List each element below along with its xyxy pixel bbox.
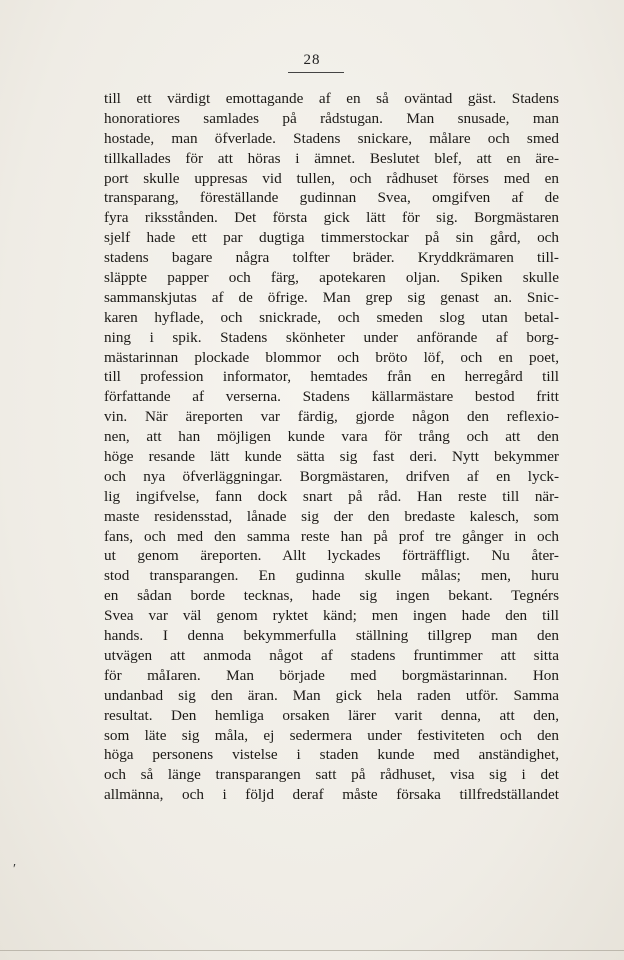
bottom-rule (0, 950, 624, 951)
text-line: höge resande lätt kunde sätta sig fast deri. Nytt bekymmer (104, 448, 559, 466)
text-line: för måIaren. Man började med borgmästarinnan. Hon (104, 666, 559, 684)
text-line: släppte papper och färg, apotekaren oljan. Spiken skulle (104, 269, 559, 287)
text-line: utvägen att anmoda något af stadens fruntimmer att sitta (104, 646, 559, 664)
text-line: författande af verserna. Stadens källarmästare bestod fritt (104, 388, 559, 406)
text-line: karen hyflade, och snickrade, och smeden slog utan betal- (104, 308, 559, 326)
text-line: fans, och med den samma reste han på prof tre gånger in och (104, 527, 559, 545)
text-line: höga personens vistelse i staden kunde med anständighet, (104, 746, 559, 764)
body-text (104, 89, 559, 805)
text-line: till profession informator, hemtades från en herregård till (104, 368, 559, 386)
text-line: hands. I denna bekymmerfulla ställning tillgrep man den (104, 627, 559, 645)
text-line: som läte sig måla, ej sedermera under festiviteten och den (104, 726, 559, 744)
text-line: resultat. Den hemliga orsaken lärer varit denna, att den, (104, 706, 559, 724)
text-line: vin. När äreporten var färdig, gjorde någon den reflexio- (104, 408, 559, 426)
text-line: transparang, föreställande gudinnan Svea, omgifven af de (104, 189, 559, 207)
text-line: och nya öfverläggningar. Borgmästaren, drifven af en lyck- (104, 467, 559, 485)
text-line: Svea var väl genom ryktet känd; men ingen hade den till (104, 607, 559, 625)
text-line: ning i spik. Stadens skönheter under anförande af borg- (104, 328, 559, 346)
text-line: honoratiores samlades på rådstugan. Man snusade, man (104, 109, 559, 127)
header-rule (288, 72, 344, 73)
text-line: nen, att han möjligen kunde vara för trång och att den (104, 428, 559, 446)
margin-mark: ′ (13, 862, 17, 877)
text-line: stod transparangen. En gudinna skulle målas; men, huru (104, 567, 559, 585)
text-line: sammanskjutas af de öfrige. Man grep sig genast an. Snic- (104, 288, 559, 306)
text-line: stadens bagare några tolfter bräder. Kryddkrämaren till- (104, 249, 559, 267)
page-number: 28 (303, 52, 321, 68)
text-line: ut genom äreporten. Allt lyckades förträffligt. Nu åter- (104, 547, 559, 565)
text-line: och så länge transparangen satt på rådhuset, visa sig i det (104, 766, 559, 784)
text-line: hostade, man öfverlade. Stadens snickare, målare och smed (104, 129, 559, 147)
text-line: maste residensstad, lånade sig der den bredaste kalesch, som (104, 507, 559, 525)
text-line: fyra riksstånden. Det första gick lätt för sig. Borgmästaren (104, 209, 559, 227)
text-line: tillkallades för att höras i ämnet. Beslutet blef, att en äre- (104, 149, 559, 167)
text-line: mästarinnan plockade blommor och bröto löf, och en poet, (104, 348, 559, 366)
text-line: lig ingifvelse, fann dock snart på råd. Han reste till när- (104, 487, 559, 505)
text-line: en sådan borde tecknas, hade sig ingen bekant. Tegnérs (104, 587, 559, 605)
text-line: allmänna, och i följd deraf måste försaka tillfredställandet (104, 786, 559, 804)
text-line: till ett värdigt emottagande af en så oväntad gäst. Stadens (104, 90, 559, 107)
text-line: undanbad sig den äran. Man gick hela raden utför. Samma (104, 686, 559, 704)
text-line: port skulle uppresas vid tullen, och rådhuset förses med en (104, 169, 559, 187)
text-line: sjelf hade ett par dugtiga timmerstockar på sin gård, och (104, 229, 559, 247)
